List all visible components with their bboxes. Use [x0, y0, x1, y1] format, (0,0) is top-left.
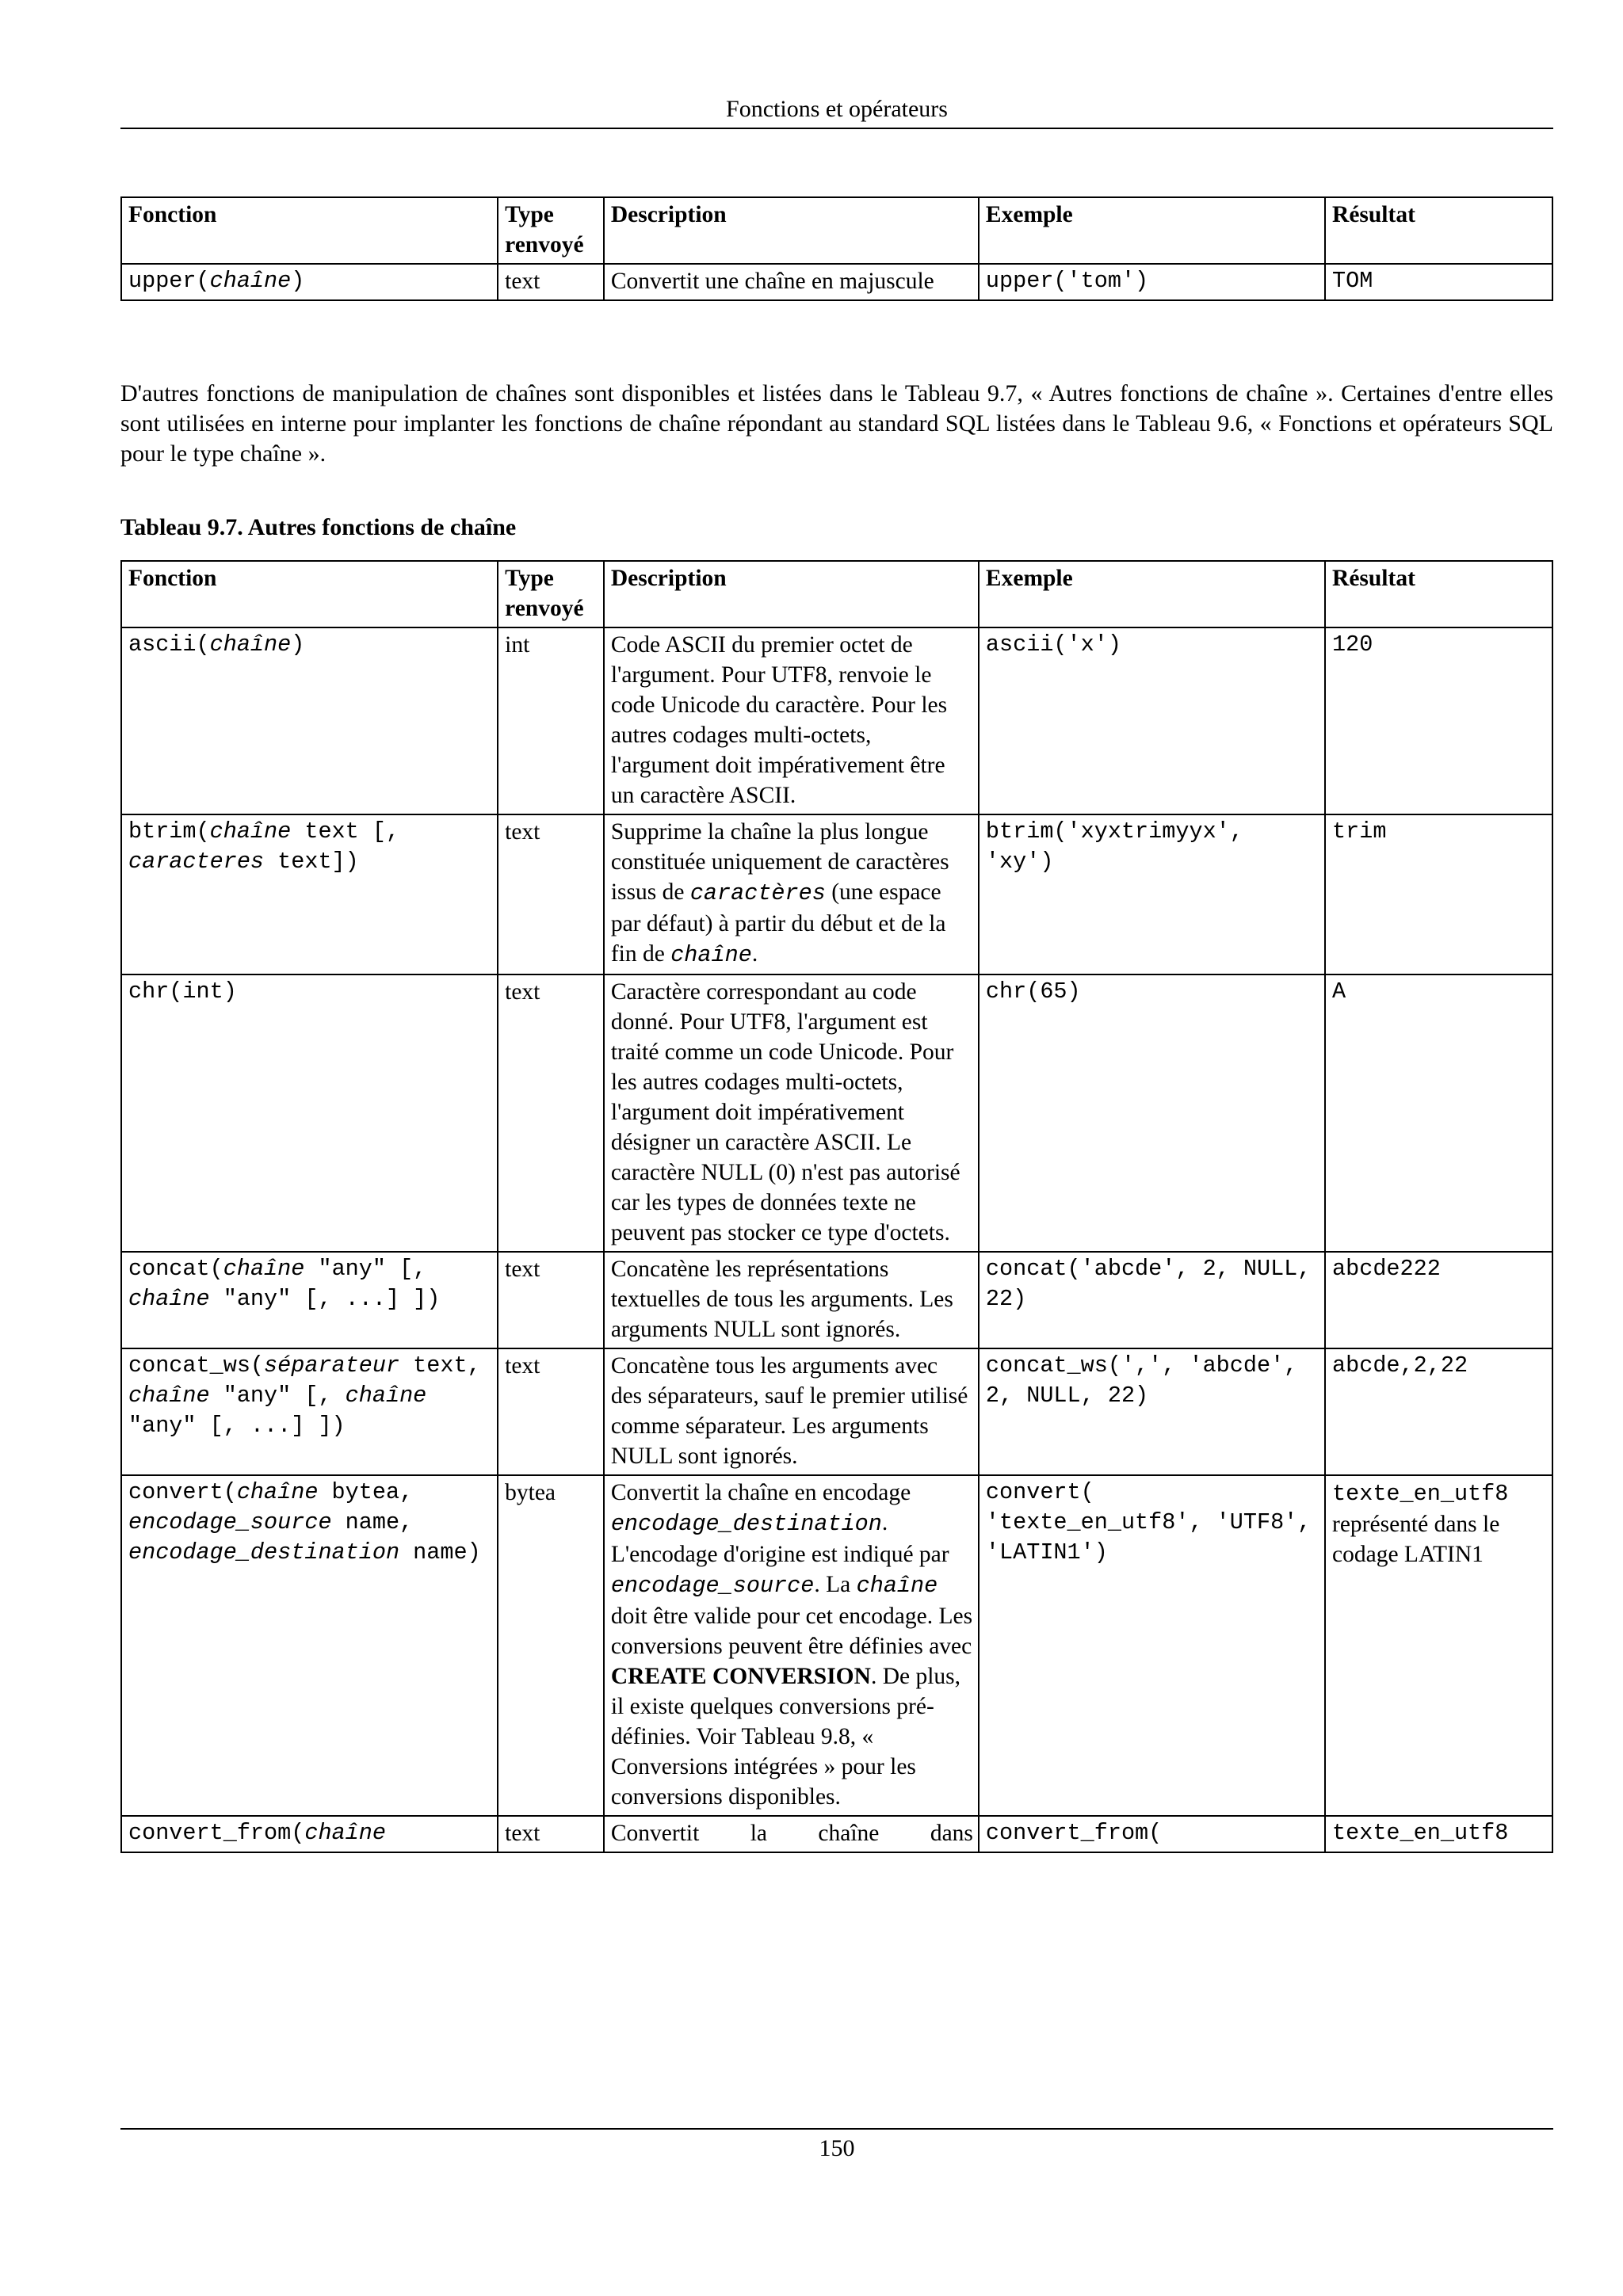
table-row-chr	[121, 974, 1552, 1252]
header-rule	[120, 128, 1553, 129]
cell-type: text	[498, 264, 604, 300]
cell-fonction	[121, 1816, 498, 1852]
footer-rule	[120, 2128, 1553, 2130]
table-row-concat	[121, 1252, 1552, 1348]
cell-exemple: ascii('x')	[979, 627, 1325, 814]
cell-description: Caractère correspondant au code donné. Pour UTF8, l'argument est traité comme un code Unicode. Pour les autres codages multi-octets, l'argument doit impérativement désigner un caractère ASCII. Le caractère NULL (0) n'est pas autorisé car les types de données texte ne peuvent pas stocker ce type d'octets.	[604, 974, 979, 1252]
table-row-convert	[121, 1475, 1552, 1816]
result-text: représenté dans le codage LATIN1	[1332, 1512, 1500, 1567]
fn-text: name)	[399, 1539, 481, 1566]
cell-exemple: upper('tom')	[979, 264, 1325, 300]
fn-arg: chaîne	[209, 631, 292, 658]
cell-type: int	[498, 627, 604, 814]
cell-type: text	[498, 974, 604, 1252]
col-header-fonction: Fonction	[121, 197, 498, 264]
cell-exemple: convert( 'texte_en_utf8', 'UTF8', 'LATIN1')	[979, 1475, 1325, 1816]
table-title: Tableau 9.7. Autres fonctions de chaîne	[120, 514, 517, 540]
cell-fonction	[121, 1475, 498, 1816]
desc-text: . La	[814, 1572, 857, 1597]
fn-arg: encodage_destination	[128, 1539, 400, 1566]
table-row-convert-from	[121, 1816, 1552, 1852]
desc-text: Convertit la chaîne en encodage	[610, 1480, 911, 1505]
desc-text: (une espace par défaut) à partir du début et de la fin de	[610, 879, 946, 967]
table-header-row	[121, 197, 1552, 264]
upper-function-table	[120, 196, 1553, 301]
desc-code: chaîne	[856, 1573, 938, 1599]
desc-text: doit être valide pour cet encodage. Les conversions peuvent être définies avec	[610, 1604, 973, 1659]
fn-text: "any" [,	[209, 1383, 346, 1409]
table-row-upper	[121, 264, 1552, 300]
fn-arg: encodage_source	[128, 1509, 332, 1535]
desc-code: caractères	[689, 880, 826, 906]
desc-code: encodage_source	[610, 1573, 815, 1599]
cell-resultat: 120	[1325, 627, 1552, 814]
desc-text: . L'encodage d'origine est indiqué par	[610, 1510, 949, 1567]
cell-type: text	[498, 1252, 604, 1348]
col-header-description: Description	[604, 197, 979, 264]
fn-arg: chaîne	[128, 1286, 210, 1312]
cell-description: Convertit la chaîne dans	[604, 1816, 979, 1852]
fn-text: text,	[399, 1352, 481, 1379]
cell-resultat: A	[1325, 974, 1552, 1252]
fn-arg: chaîne	[223, 1256, 305, 1282]
cell-resultat: TOM	[1325, 264, 1552, 300]
table-row-ascii	[121, 627, 1552, 814]
result-code: texte_en_utf8	[1332, 1481, 1509, 1507]
cell-description: Convertit une chaîne en majuscule	[604, 264, 979, 300]
cell-fonction	[121, 814, 498, 974]
cell-resultat: texte_en_utf8	[1325, 1816, 1552, 1852]
cell-exemple: btrim('xyxtrimyyx', 'xy')	[979, 814, 1325, 974]
desc-command: CREATE CONVERSION	[610, 1664, 871, 1689]
cell-resultat	[1325, 1475, 1552, 1816]
fn-text: ascii(	[128, 631, 210, 658]
fn-name: upper(	[128, 268, 210, 294]
desc-text: .	[751, 941, 758, 967]
cell-exemple: concat('abcde', 2, NULL, 22)	[979, 1252, 1325, 1348]
cell-fonction	[121, 1252, 498, 1348]
cell-fonction	[121, 627, 498, 814]
cell-exemple: concat_ws(',', 'abcde', 2, NULL, 22)	[979, 1348, 1325, 1475]
fn-text: btrim(	[128, 818, 210, 845]
cell-description: Concatène tous les arguments avec des séparateurs, sauf le premier utilisé comme séparateur. Les arguments NULL sont ignorés.	[604, 1348, 979, 1475]
fn-text: text])	[264, 849, 359, 875]
fn-arg: chaîne	[209, 818, 292, 845]
body-paragraph: D'autres fonctions de manipulation de chaînes sont disponibles et listées dans le Tableau 9.7, « Autres fonctions de chaîne ». Certaines d'entre elles sont utilisées en interne pour implanter les fonctions de chaîne répondant au standard SQL listées dans le Tableau 9.6, « Fonctions et opérateurs SQL pour le type chaîne ».	[120, 380, 1553, 467]
string-functions-table	[120, 560, 1553, 1853]
cell-resultat: abcde,2,22	[1325, 1348, 1552, 1475]
fn-arg: chaîne	[345, 1383, 427, 1409]
fn-text: concat(	[128, 1256, 223, 1282]
fn-arg: chaîne	[236, 1479, 319, 1505]
fn-text: concat_ws(	[128, 1352, 265, 1379]
col-header-type: Type renvoyé	[498, 561, 604, 627]
fn-text: "any" [, ...] ])	[209, 1286, 441, 1312]
cell-description	[604, 814, 979, 974]
fn-text: text [,	[291, 818, 400, 845]
cell-exemple: chr(65)	[979, 974, 1325, 1252]
cell-description	[604, 1475, 979, 1816]
col-header-resultat: Résultat	[1325, 197, 1552, 264]
cell-type: text	[498, 1816, 604, 1852]
cell-exemple: convert_from(	[979, 1816, 1325, 1852]
fn-text: convert_from(	[128, 1820, 305, 1846]
desc-code: encodage_destination	[610, 1511, 882, 1537]
cell-type: text	[498, 1348, 604, 1475]
fn-text: "any" [, ...] ])	[128, 1413, 346, 1439]
fn-arg: chaîne	[304, 1820, 386, 1846]
cell-description: Concatène les représentations textuelles de tous les arguments. Les arguments NULL sont ignorés.	[604, 1252, 979, 1348]
table-row-concat-ws	[121, 1348, 1552, 1475]
col-header-exemple: Exemple	[979, 197, 1325, 264]
cell-fonction: chr(int)	[121, 974, 498, 1252]
fn-close: )	[291, 268, 305, 294]
table-header-row	[121, 561, 1552, 627]
fn-arg: séparateur	[264, 1352, 400, 1379]
desc-code: chaîne	[670, 942, 752, 968]
fn-text: convert(	[128, 1479, 237, 1505]
page-number: 150	[819, 2135, 855, 2161]
fn-text: bytea,	[318, 1479, 414, 1505]
col-header-type: Type renvoyé	[498, 197, 604, 264]
desc-text: . De plus, il existe quelques conversions pré-définies. Voir Tableau 9.8, « Conversions intégrées » pour les conversions disponibles.	[610, 1664, 961, 1810]
col-header-resultat: Résultat	[1325, 561, 1552, 627]
cell-type: bytea	[498, 1475, 604, 1816]
running-header: Fonctions et opérateurs	[726, 96, 948, 122]
cell-fonction	[121, 1348, 498, 1475]
table-row-btrim	[121, 814, 1552, 974]
cell-description: Code ASCII du premier octet de l'argument. Pour UTF8, renvoie le code Unicode du caractère. Pour les autres codages multi-octets, l'argument doit impérativement être un caractère ASCII.	[604, 627, 979, 814]
col-header-description: Description	[604, 561, 979, 627]
fn-arg: chaîne	[209, 268, 292, 294]
cell-fonction	[121, 264, 498, 300]
fn-text: name,	[331, 1509, 414, 1535]
col-header-exemple: Exemple	[979, 561, 1325, 627]
fn-arg: caracteres	[128, 849, 265, 875]
desc-text: Supprime la chaîne la plus longue constituée uniquement de caractères issus de	[610, 819, 949, 905]
col-header-fonction: Fonction	[121, 561, 498, 627]
cell-resultat: abcde222	[1325, 1252, 1552, 1348]
fn-arg: chaîne	[128, 1383, 210, 1409]
cell-type: text	[498, 814, 604, 974]
fn-text: "any" [,	[304, 1256, 427, 1282]
cell-resultat: trim	[1325, 814, 1552, 974]
fn-text: )	[291, 631, 305, 658]
